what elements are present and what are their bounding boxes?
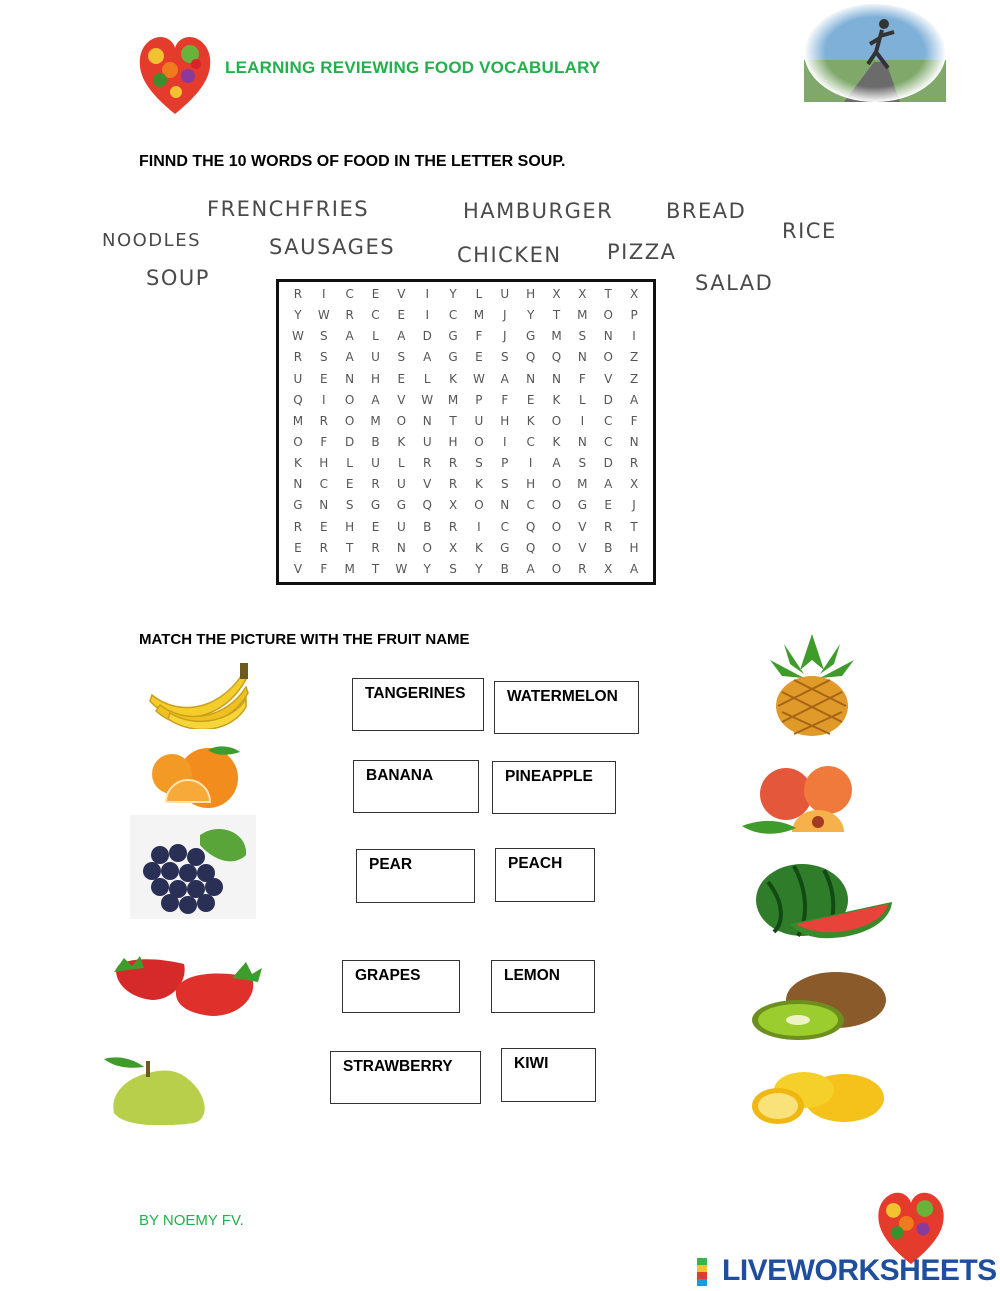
word-chicken: CHICKEN bbox=[457, 243, 562, 267]
grid-letter[interactable]: N bbox=[603, 329, 613, 344]
word-noodles: NOODLES bbox=[102, 230, 201, 251]
grid-letter[interactable]: L bbox=[398, 456, 405, 471]
grid-letter[interactable]: J bbox=[503, 308, 507, 323]
grid-letter[interactable]: H bbox=[345, 519, 355, 534]
grid-letter[interactable]: A bbox=[423, 350, 432, 365]
grid-letter[interactable]: A bbox=[371, 392, 380, 407]
grid-letter[interactable]: U bbox=[293, 371, 303, 386]
grid-letter[interactable]: R bbox=[629, 456, 639, 471]
grid-letter[interactable]: U bbox=[422, 434, 432, 449]
grid-letter[interactable]: W bbox=[421, 392, 434, 407]
grid-letter[interactable]: S bbox=[397, 350, 406, 365]
grid-letter[interactable]: M bbox=[577, 308, 588, 323]
grid-letter[interactable]: I bbox=[322, 287, 326, 301]
grid-letter[interactable]: K bbox=[474, 540, 483, 555]
match-box-strawberry[interactable] bbox=[330, 1051, 481, 1104]
matching-instruction: MATCH THE PICTURE WITH THE FRUIT NAME bbox=[139, 631, 470, 648]
grid-letter[interactable]: E bbox=[604, 498, 612, 513]
grid-letter[interactable]: C bbox=[345, 287, 354, 301]
grid-letter[interactable]: H bbox=[370, 371, 380, 386]
grid-letter[interactable]: T bbox=[630, 519, 638, 534]
grid-letter[interactable]: L bbox=[475, 287, 483, 301]
grid-letter[interactable]: H bbox=[526, 287, 536, 301]
grid-letter[interactable]: K bbox=[449, 371, 457, 386]
grid-letter[interactable]: R bbox=[578, 561, 587, 576]
grid-letter[interactable]: S bbox=[319, 329, 328, 344]
grid-letter[interactable]: P bbox=[501, 456, 509, 471]
grid-letter[interactable]: W bbox=[472, 371, 485, 386]
grid-letter[interactable]: O bbox=[551, 413, 562, 428]
grid-letter[interactable]: B bbox=[371, 434, 380, 449]
grid-letter[interactable]: X bbox=[448, 498, 458, 513]
grid-letter[interactable]: E bbox=[319, 519, 328, 534]
grid-letter[interactable]: W bbox=[395, 561, 408, 576]
grid-letter[interactable]: E bbox=[397, 371, 406, 386]
grid-letter[interactable]: L bbox=[579, 392, 586, 407]
grid-letter[interactable]: K bbox=[526, 413, 535, 428]
grid-letter[interactable]: F bbox=[320, 561, 328, 576]
brand-logo: LIVEWORKSHEETS bbox=[722, 1254, 997, 1287]
grid-letter[interactable]: R bbox=[319, 540, 328, 555]
strawberry-icon bbox=[112, 950, 262, 1020]
box-label: PEACH bbox=[508, 855, 563, 872]
grid-letter[interactable]: O bbox=[551, 540, 562, 555]
grid-letter[interactable]: Q bbox=[525, 519, 536, 534]
grid-letter[interactable]: J bbox=[503, 329, 507, 344]
match-box-tangerines[interactable] bbox=[352, 678, 484, 731]
grid-letter[interactable]: G bbox=[577, 498, 587, 513]
grid-letter[interactable]: U bbox=[500, 287, 510, 301]
grid-letter[interactable]: A bbox=[345, 350, 354, 365]
box-label: GRAPES bbox=[355, 967, 421, 984]
word-hamburger: HAMBURGER bbox=[463, 199, 614, 223]
grid-letter[interactable]: I bbox=[503, 434, 507, 449]
grid-letter[interactable]: I bbox=[528, 456, 533, 471]
match-box-lemon[interactable] bbox=[491, 960, 595, 1013]
grid-letter[interactable]: R bbox=[423, 456, 432, 471]
grid-letter[interactable]: H bbox=[500, 413, 510, 428]
grid-letter[interactable]: V bbox=[397, 392, 406, 407]
grid-letter[interactable]: M bbox=[447, 392, 459, 407]
box-label: WATERMELON bbox=[507, 688, 618, 705]
grid-letter[interactable]: N bbox=[629, 434, 639, 449]
box-label: BANANA bbox=[366, 767, 434, 784]
grid-letter[interactable]: O bbox=[603, 350, 613, 365]
grid-letter[interactable]: O bbox=[344, 413, 355, 428]
grid-letter[interactable]: E bbox=[371, 287, 380, 301]
grid-letter[interactable]: X bbox=[629, 287, 639, 301]
grid-letter[interactable]: G bbox=[293, 498, 303, 513]
grid-letter[interactable]: U bbox=[371, 350, 380, 365]
grid-letter[interactable]: N bbox=[552, 371, 561, 386]
grid-letter[interactable]: Y bbox=[423, 561, 431, 576]
grid-letter[interactable]: O bbox=[293, 434, 303, 449]
grid-letter[interactable]: O bbox=[603, 308, 613, 323]
grid-letter[interactable]: S bbox=[345, 498, 354, 513]
grid-letter[interactable]: E bbox=[526, 392, 535, 407]
grid-letter[interactable]: A bbox=[604, 477, 613, 492]
grid-letter[interactable]: O bbox=[551, 498, 562, 513]
grid-letter[interactable]: T bbox=[371, 561, 380, 576]
kiwi-icon bbox=[752, 970, 888, 1042]
grid-letter[interactable]: G bbox=[370, 498, 381, 513]
grid-letter[interactable]: P bbox=[475, 392, 483, 407]
grid-letter[interactable]: R bbox=[371, 477, 380, 492]
grid-letter[interactable]: T bbox=[449, 413, 457, 428]
grid-letter[interactable]: T bbox=[552, 308, 561, 323]
grid-letter[interactable]: O bbox=[396, 413, 407, 428]
grid-letter[interactable]: W bbox=[291, 329, 304, 344]
word-rice: RICE bbox=[782, 219, 837, 243]
grid-letter[interactable]: X bbox=[629, 477, 639, 492]
watermelon-icon bbox=[754, 862, 896, 940]
banana-icon bbox=[146, 655, 250, 729]
grid-letter[interactable]: Q bbox=[293, 392, 303, 407]
grid-letter[interactable]: H bbox=[448, 434, 458, 449]
grid-letter[interactable]: P bbox=[630, 308, 638, 323]
match-box-watermelon[interactable] bbox=[494, 681, 639, 734]
grid-letter[interactable]: R bbox=[448, 477, 458, 492]
grid-letter[interactable]: D bbox=[603, 392, 613, 407]
grid-letter[interactable]: S bbox=[500, 350, 509, 365]
grid-letter[interactable]: E bbox=[319, 371, 328, 386]
grid-letter[interactable]: N bbox=[577, 350, 587, 365]
grid-letter[interactable]: X bbox=[448, 540, 458, 555]
grid-letter[interactable]: C bbox=[319, 477, 328, 492]
grid-letter[interactable]: M bbox=[370, 413, 381, 428]
runner-photo-icon bbox=[804, 2, 946, 102]
match-box-banana[interactable] bbox=[353, 760, 479, 813]
grid-letter[interactable]: A bbox=[526, 561, 535, 576]
lemon-icon bbox=[748, 1066, 886, 1126]
grid-letter[interactable]: R bbox=[345, 308, 354, 323]
grid-letter[interactable]: Q bbox=[551, 350, 562, 365]
grid-letter[interactable]: R bbox=[604, 519, 613, 534]
grid-letter[interactable]: N bbox=[577, 434, 587, 449]
grid-letter[interactable]: G bbox=[448, 329, 458, 344]
grid-letter[interactable]: H bbox=[319, 456, 329, 471]
grid-letter[interactable]: M bbox=[577, 477, 588, 492]
grid-letter[interactable]: B bbox=[423, 519, 432, 534]
grid-letter[interactable]: T bbox=[345, 540, 354, 555]
grid-letter[interactable]: W bbox=[317, 308, 330, 323]
grid-letter[interactable]: L bbox=[372, 329, 379, 344]
grid-letter[interactable]: F bbox=[475, 329, 483, 344]
author-credit: BY NOEMY FV. bbox=[139, 1212, 244, 1229]
grid-letter[interactable]: M bbox=[473, 308, 485, 323]
grid-letter[interactable]: O bbox=[551, 477, 562, 492]
grid-letter[interactable]: T bbox=[604, 287, 612, 301]
grid-letter[interactable]: N bbox=[319, 498, 329, 513]
grid-letter[interactable]: G bbox=[448, 350, 458, 365]
grid-letter[interactable]: E bbox=[397, 308, 406, 323]
grid-letter[interactable]: V bbox=[397, 287, 406, 301]
letter-soup-grid[interactable] bbox=[276, 279, 656, 585]
pineapple-icon bbox=[760, 630, 864, 738]
grid-letter[interactable]: C bbox=[604, 434, 613, 449]
grid-letter[interactable]: C bbox=[526, 434, 535, 449]
grid-letter[interactable]: F bbox=[501, 392, 509, 407]
grid-letter[interactable]: O bbox=[474, 498, 484, 513]
grid-letter[interactable]: Z bbox=[629, 371, 639, 386]
page-title: LEARNING REVIEWING FOOD VOCABULARY bbox=[225, 58, 601, 77]
grid-letter[interactable]: N bbox=[345, 371, 355, 386]
box-label: TANGERINES bbox=[365, 685, 466, 702]
grid-letter[interactable]: A bbox=[500, 371, 509, 386]
grid-letter[interactable]: V bbox=[604, 371, 613, 386]
box-label: PEAR bbox=[369, 856, 413, 873]
grid-letter[interactable]: H bbox=[629, 540, 639, 555]
grid-letter[interactable]: Y bbox=[294, 308, 302, 323]
grid-letter[interactable]: U bbox=[474, 413, 484, 428]
grid-letter[interactable]: E bbox=[475, 350, 483, 365]
grid-letter[interactable]: F bbox=[578, 371, 586, 386]
grid-letter[interactable]: J bbox=[632, 498, 636, 513]
grid-letter[interactable]: C bbox=[371, 308, 380, 323]
grid-letter[interactable]: O bbox=[474, 434, 484, 449]
grid-letter[interactable]: M bbox=[292, 413, 304, 428]
grid-letter[interactable]: V bbox=[578, 540, 587, 555]
grid-letter[interactable]: R bbox=[293, 287, 303, 301]
grid-letter[interactable]: D bbox=[422, 329, 432, 344]
match-box-pear[interactable] bbox=[356, 849, 475, 903]
pear-icon bbox=[104, 1055, 210, 1125]
grid-letter[interactable]: N bbox=[526, 371, 536, 386]
match-box-grapes[interactable] bbox=[342, 960, 460, 1013]
grid-letter[interactable]: R bbox=[319, 413, 328, 428]
liveworksheets-logo-icon bbox=[697, 1258, 719, 1286]
grid-letter[interactable]: M bbox=[344, 561, 355, 576]
grid-letter[interactable]: M bbox=[551, 329, 562, 344]
match-box-kiwi[interactable] bbox=[501, 1048, 596, 1102]
grid-letter[interactable]: O bbox=[344, 392, 355, 407]
grid-letter[interactable]: O bbox=[551, 519, 562, 534]
grid-letter[interactable]: C bbox=[500, 519, 509, 534]
word-sausages: SAUSAGES bbox=[269, 235, 396, 259]
grid-letter[interactable]: K bbox=[397, 434, 406, 449]
grid-letter[interactable]: C bbox=[526, 498, 535, 513]
grid-letter[interactable]: S bbox=[578, 456, 587, 471]
grid-letter[interactable]: N bbox=[293, 477, 303, 492]
grid-letter[interactable]: E bbox=[371, 519, 380, 534]
grid-letter[interactable]: A bbox=[345, 329, 354, 344]
grid-letter[interactable]: S bbox=[319, 350, 328, 365]
grid-letter[interactable]: V bbox=[423, 477, 432, 492]
wordsearch-instruction: FINND THE 10 WORDS OF FOOD IN THE LETTER SOUP. bbox=[139, 153, 566, 170]
grid-letter[interactable]: F bbox=[630, 413, 638, 428]
grid-letter[interactable]: V bbox=[293, 561, 303, 576]
word-bread: BREAD bbox=[666, 199, 747, 223]
grid-letter[interactable]: I bbox=[477, 519, 481, 534]
grid-letter[interactable]: N bbox=[500, 498, 510, 513]
grapes-icon bbox=[130, 815, 256, 919]
grid-letter[interactable]: U bbox=[396, 519, 406, 534]
grid-letter[interactable]: A bbox=[629, 561, 639, 576]
grid-letter[interactable]: C bbox=[448, 308, 458, 323]
grid-letter[interactable]: R bbox=[371, 540, 380, 555]
grid-letter[interactable]: R bbox=[448, 519, 458, 534]
word-frenchfries: FRENCHFRIES bbox=[207, 197, 370, 221]
box-label: STRAWBERRY bbox=[343, 1058, 453, 1075]
grid-letter[interactable]: K bbox=[474, 477, 483, 492]
grid-letter[interactable]: U bbox=[371, 456, 380, 471]
grid-letter[interactable]: Z bbox=[629, 350, 639, 365]
grid-letter[interactable]: A bbox=[629, 392, 639, 407]
grid-letter[interactable]: O bbox=[551, 561, 562, 576]
grid-letter[interactable]: Y bbox=[449, 287, 457, 301]
grid-letter[interactable]: K bbox=[552, 392, 561, 407]
box-label: LEMON bbox=[504, 967, 560, 984]
grid-letter[interactable]: B bbox=[500, 561, 509, 576]
heart-fruit-icon bbox=[138, 34, 212, 116]
grid-letter[interactable]: L bbox=[423, 371, 431, 386]
grid-letter[interactable]: O bbox=[422, 540, 432, 555]
grid-letter[interactable]: X bbox=[578, 287, 587, 301]
grid-letter[interactable]: R bbox=[293, 519, 303, 534]
grid-letter[interactable]: Q bbox=[525, 540, 536, 555]
grid-letter[interactable]: D bbox=[603, 456, 613, 471]
grid-letter[interactable]: X bbox=[604, 561, 613, 576]
peach-icon bbox=[742, 762, 866, 838]
grid-letter[interactable]: A bbox=[552, 456, 561, 471]
grid-letter[interactable]: Y bbox=[526, 308, 535, 323]
box-label: KIWI bbox=[514, 1055, 549, 1072]
box-label: PINEAPPLE bbox=[505, 768, 593, 785]
grid-letter[interactable]: B bbox=[604, 540, 613, 555]
grid-letter[interactable]: I bbox=[632, 329, 636, 344]
grid-letter[interactable]: N bbox=[396, 540, 406, 555]
grid-letter[interactable]: I bbox=[425, 287, 429, 301]
word-soup: SOUP bbox=[146, 266, 210, 290]
grid-letter[interactable]: V bbox=[578, 519, 587, 534]
grid-letter[interactable]: Q bbox=[525, 350, 536, 365]
grid-letter[interactable]: G bbox=[500, 540, 510, 555]
grid-letter[interactable]: E bbox=[294, 540, 302, 555]
grid-letter[interactable]: Y bbox=[475, 561, 483, 576]
grid-letter[interactable]: D bbox=[345, 434, 355, 449]
grid-letter[interactable]: S bbox=[449, 561, 457, 576]
grid-letter[interactable]: K bbox=[293, 456, 302, 471]
grid-letter[interactable]: I bbox=[425, 308, 429, 323]
grid-letter[interactable]: G bbox=[525, 329, 536, 344]
match-box-peach[interactable] bbox=[495, 848, 595, 902]
grid-letter[interactable]: U bbox=[396, 477, 406, 492]
word-salad: SALAD bbox=[695, 271, 774, 295]
grid-letter[interactable]: A bbox=[397, 329, 406, 344]
grid-letter[interactable]: S bbox=[475, 456, 483, 471]
grid-letter[interactable]: F bbox=[320, 434, 328, 449]
grid-letter[interactable]: X bbox=[552, 287, 561, 301]
grid-letter[interactable]: G bbox=[396, 498, 406, 513]
grid-letter[interactable]: S bbox=[578, 329, 587, 344]
grid-letter[interactable]: H bbox=[526, 477, 536, 492]
grid-letter[interactable]: R bbox=[293, 350, 303, 365]
grid-letter[interactable]: I bbox=[580, 413, 585, 428]
grid-letter[interactable]: E bbox=[345, 477, 354, 492]
grid-letter[interactable]: K bbox=[552, 434, 561, 449]
grid-letter[interactable]: I bbox=[322, 392, 326, 407]
grid-letter[interactable]: L bbox=[346, 456, 353, 471]
tangerine-icon bbox=[148, 744, 244, 814]
grid-letter[interactable]: N bbox=[422, 413, 432, 428]
grid-letter[interactable]: C bbox=[604, 413, 613, 428]
grid-letter[interactable]: Q bbox=[422, 498, 432, 513]
match-box-pineapple[interactable] bbox=[492, 761, 616, 814]
grid-letter[interactable]: S bbox=[500, 477, 509, 492]
grid-letter[interactable]: R bbox=[448, 456, 458, 471]
word-pizza: PIZZA bbox=[607, 240, 677, 264]
